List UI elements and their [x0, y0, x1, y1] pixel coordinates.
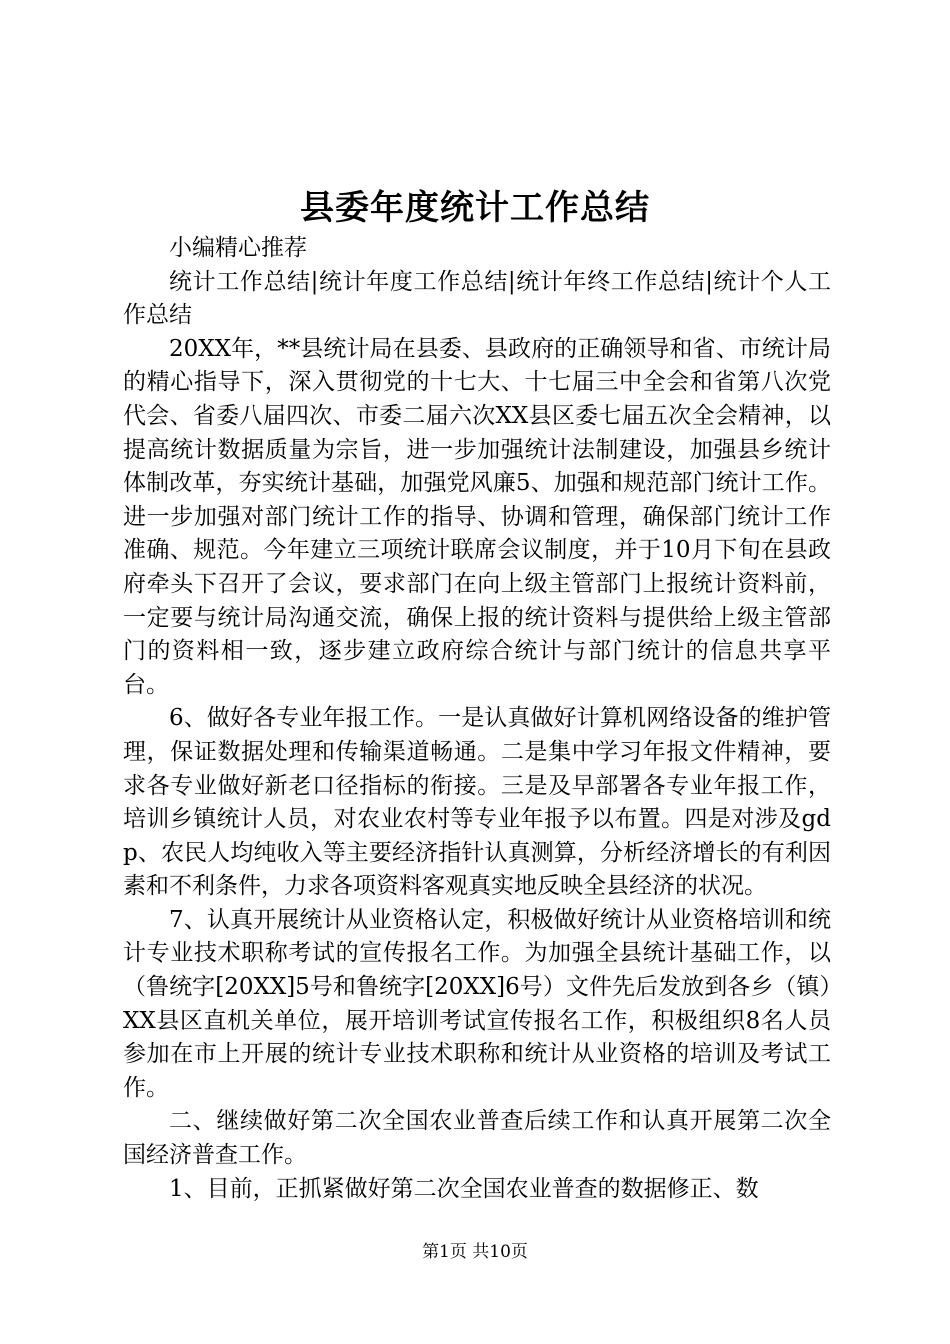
paragraph-section-2: 二、继续做好第二次全国农业普查后续工作和认真开展第二次全国经济普查工作。: [123, 1108, 831, 1169]
paragraph-intro: 20XX年，**县统计局在县委、县政府的正确领导和省、市统计局的精心指导下，深入贯彻党的十七大、十七届三中全会和省第八次党代会、省委八届四次、市委二届六次XX县区委七届五次全会精神，以提高统计数据质量为宗旨，进一步加强统计法制建设，加强县乡统计体制改革，夯实统计基础，加强党风廉5、加强和规范部门统计工作。进一步加强对部门统计工作的指导、协调和管理，确保部门统计工作准确、规范。今年建立三项统计联席会议制度，并于10月下旬在县政府牵头下召开了会议，要求部门在向上级主管部门上报统计资料前，一定要与统计局沟通交流，确保上报的统计资料与提供给上级主管部门的资料相一致，逐步建立政府综合统计与部门统计的信息共享平台。: [123, 335, 831, 698]
paragraph-item-6: 6、做好各专业年报工作。一是认真做好计算机网络设备的维护管理，保证数据处理和传输渠道畅通。二是集中学习年报文件精神，要求各专业做好新老口径指标的衔接。三是及早部署各专业年报工作，培训乡镇统计人员，对农业农村等专业年报予以布置。四是对涉及gdp、农民人均纯收入等主要经济指针认真测算，分析经济增长的有利因素和不利条件，力求各项资料客观真实地反映全县经济的状况。: [123, 705, 831, 900]
paragraph-recommend: 小编精心推荐: [169, 235, 307, 261]
page-number: 第1页 共10页: [422, 1242, 528, 1262]
document-title: 县委年度统计工作总结: [300, 188, 650, 228]
paragraph-item-7: 7、认真开展统计从业资格认定，积极做好统计从业资格培训和统计专业技术职称考试的宣传报名工作。为加强全县统计基础工作，以（鲁统字[20XX]5号和鲁统字[20XX]6号）文件先后发放到各乡（镇）XX县区直机关单位，展开培训考试宣传报名工作，积极组织8名人员参加在市上开展的统计专业技术职称和统计从业资格的培训及考试工作。: [123, 906, 831, 1101]
document-body: [123, 232, 831, 1206]
paragraph-keywords: 统计工作总结|统计年度工作总结|统计年终工作总结|统计个人工作总结: [123, 268, 831, 329]
paragraph-item-1: 1、目前，正抓紧做好第二次全国农业普查的数据修正、数: [169, 1175, 759, 1202]
